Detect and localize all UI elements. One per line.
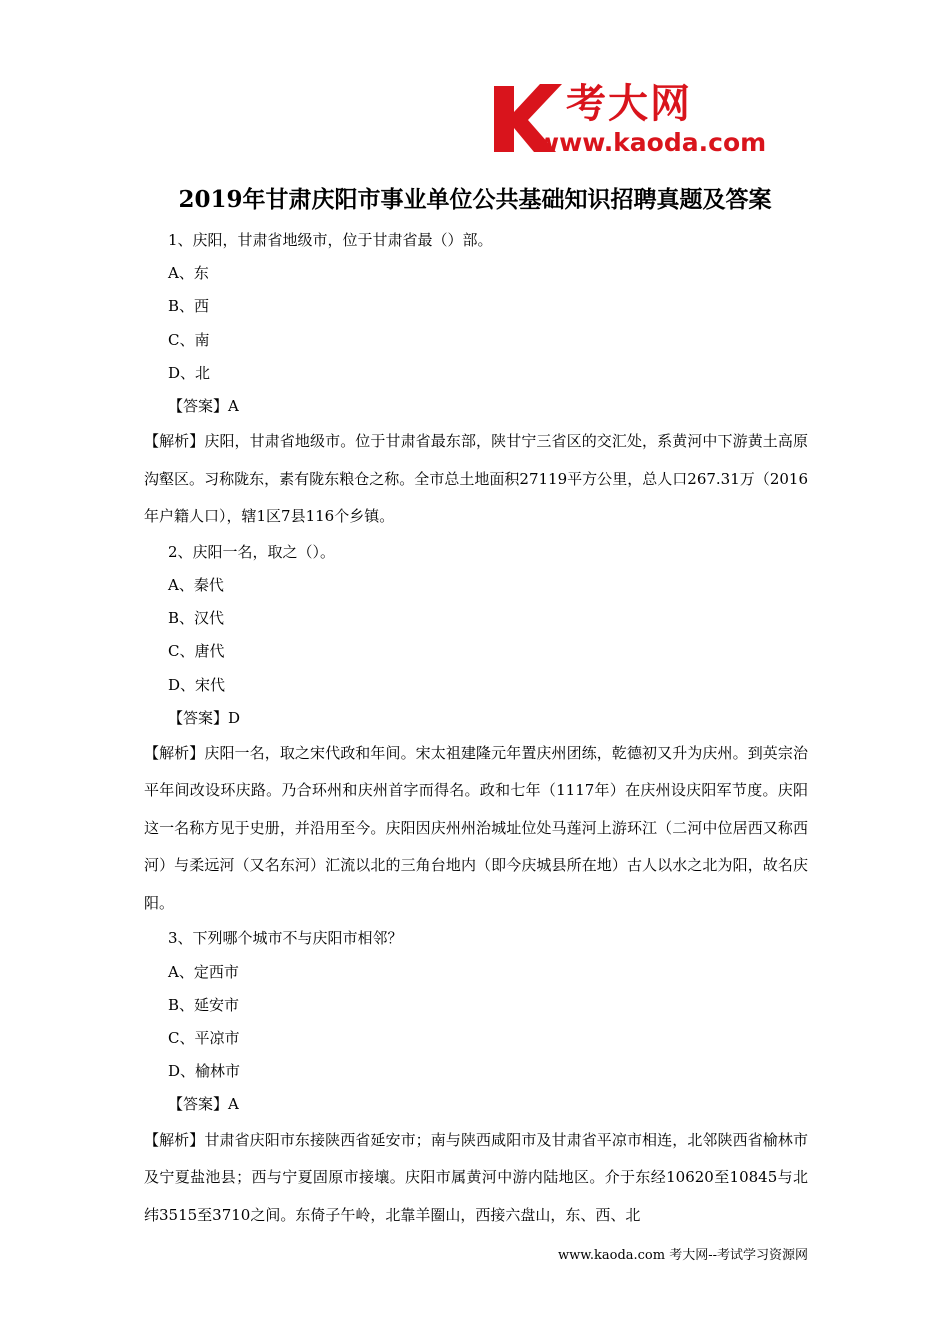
document-body bbox=[144, 224, 808, 1234]
option-3b: B、延安市 bbox=[168, 995, 240, 1014]
option-1d: D、北 bbox=[168, 363, 211, 382]
option-1b: B、西 bbox=[168, 297, 210, 316]
analysis-3: 【解析】甘肃省庆阳市东接陕西省延安市；南与陕西咸阳市及甘肃省平凉市相连，北邻陕西省榆林市及宁夏盐池县；西与宁夏固原市接壤。庆阳市属黄河中游内陆地区。介于东经10620至10845与北纬3515至3710之间。东倚子午岭，北靠羊圈山，西接六盘山，东、西、北 bbox=[144, 1130, 808, 1224]
option-2b: B、汉代 bbox=[168, 609, 225, 628]
answer-1: 【答案】A bbox=[168, 397, 239, 416]
option-3d: D、榆林市 bbox=[168, 1062, 241, 1081]
logo-url: www.kaoda.com bbox=[536, 128, 767, 157]
question-2: 2、庆阳一名，取之（）。 bbox=[168, 542, 336, 561]
answer-3: 【答案】A bbox=[168, 1095, 239, 1114]
option-2a: A、秦代 bbox=[168, 575, 224, 594]
option-1a: A、东 bbox=[168, 264, 209, 283]
option-2d: D、宋代 bbox=[168, 675, 226, 694]
option-3a: A、定西市 bbox=[168, 962, 239, 981]
kaoda-logo bbox=[492, 82, 812, 164]
question-3: 3、下列哪个城市不与庆阳市相邻？ bbox=[168, 929, 403, 948]
analysis-1: 【解析】庆阳，甘肃省地级市。位于甘肃省最东部，陕甘宁三省区的交汇处，系黄河中下游黄土高原沟壑区。习称陇东，素有陇东粮仓之称。全市总土地面积27119平方公里，总人口267.31万（2016年户籍人口），辖1区7县116个乡镇。 bbox=[144, 432, 808, 526]
page-footer: www.kaoda.com 考大网--考试学习资源网 bbox=[558, 1248, 808, 1263]
analysis-2: 【解析】庆阳一名，取之宋代政和年间。宋太祖建隆元年置庆州团练，乾德初又升为庆州。到英宗治平年间改设环庆路。乃合环州和庆州首字而得名。政和七年（1117年）在庆州设庆阳军节度。庆阳这一名称方见于史册，并沿用至今。庆阳因庆州州治城址位处马莲河上游环江（二河中位居西又称西河）与柔远河（又名东河）汇流以北的三角台地内（即今庆城县所在地）古人以水之北为阳，故名庆阳。 bbox=[144, 743, 808, 912]
option-3c: C、平凉市 bbox=[168, 1029, 240, 1048]
page-title: 2019年甘肃庆阳市事业单位公共基础知识招聘真题及答案 bbox=[178, 186, 772, 213]
option-1c: C、南 bbox=[168, 330, 210, 349]
question-1: 1、庆阳，甘肃省地级市，位于甘肃省最（）部。 bbox=[168, 231, 493, 249]
logo-brand-name: 考大网 bbox=[566, 81, 692, 127]
answer-2: 【答案】D bbox=[168, 708, 241, 727]
option-2c: C、唐代 bbox=[168, 642, 225, 661]
